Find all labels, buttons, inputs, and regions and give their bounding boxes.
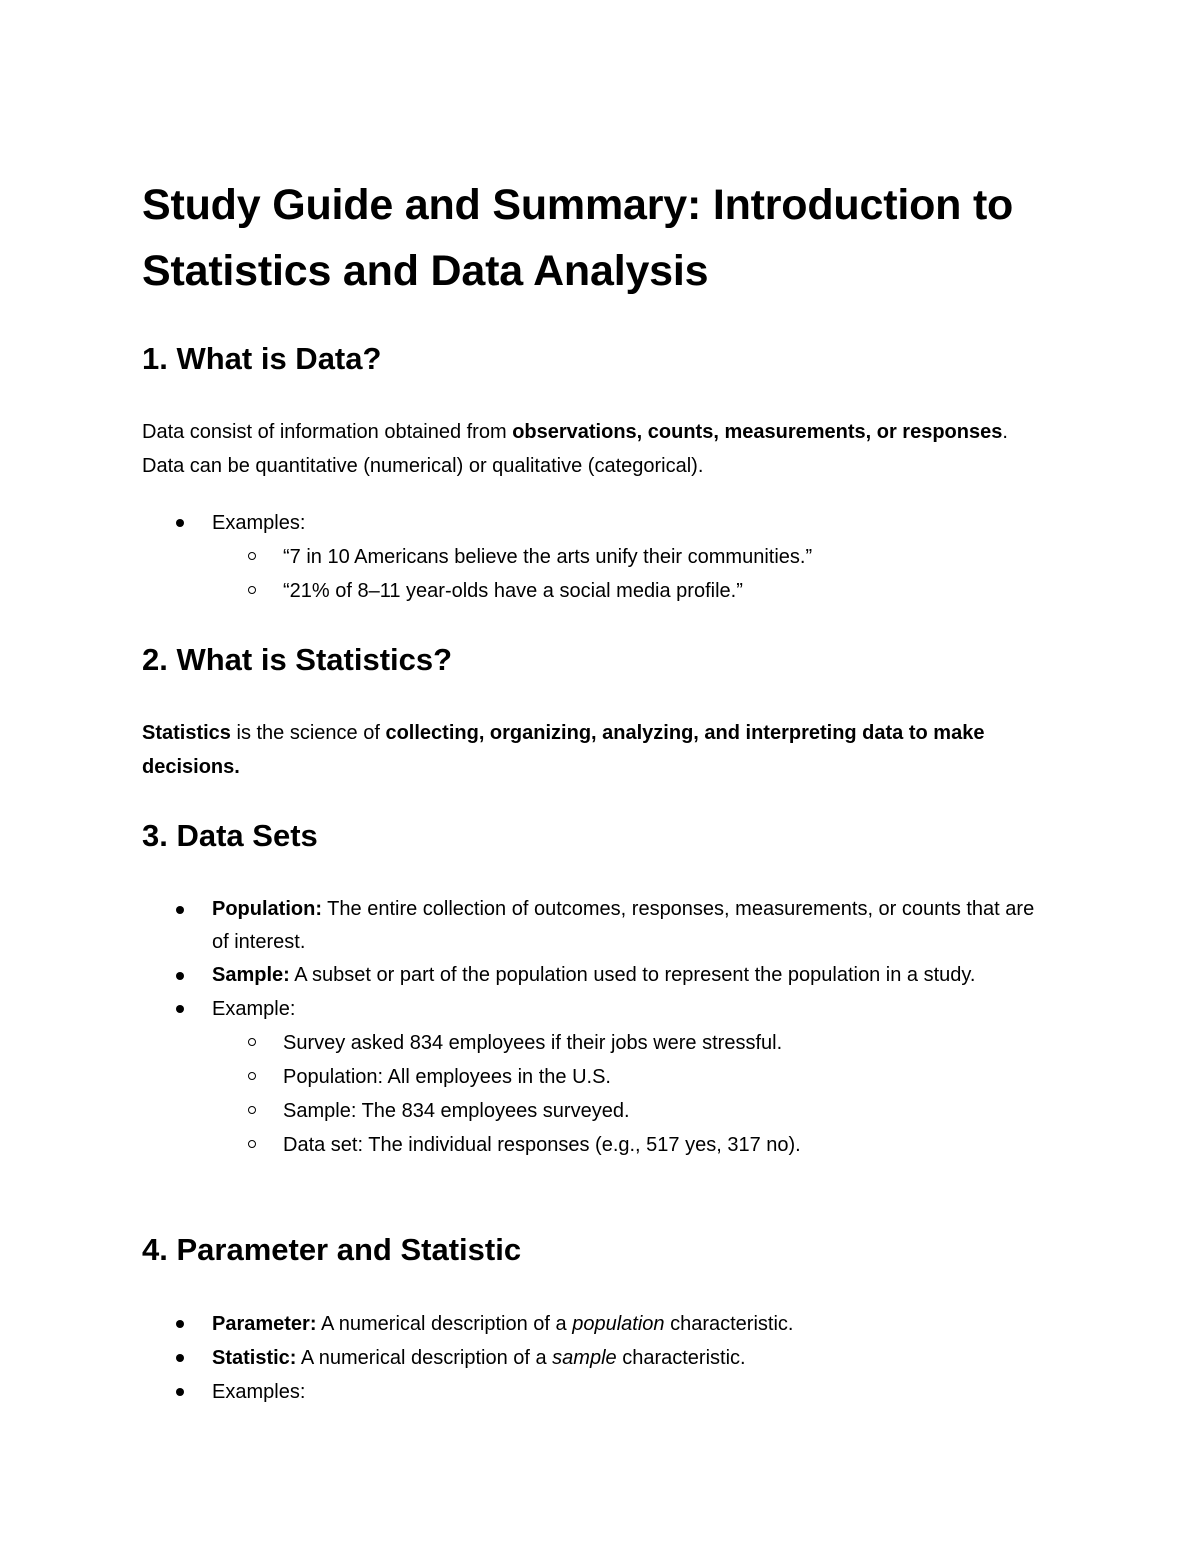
term-label: Parameter: xyxy=(212,1313,317,1335)
data-sets-list xyxy=(142,893,1042,1162)
term-label: Statistic: xyxy=(212,1347,297,1369)
page-title: Study Guide and Summary: Introduction to Statistics and Data Analysis xyxy=(142,181,1014,295)
term-text: A subset or part of the population used to represent the population in a study. xyxy=(289,964,976,986)
sub-list-item: Population: All employees in the U.S. xyxy=(142,1060,1042,1094)
sub-list-item: Data set: The individual responses (e.g., 517 yes, 317 no). xyxy=(142,1128,1042,1162)
paragraph-text: . Data can be quantitative (numerical) or qualitative (categorical). xyxy=(142,421,1008,477)
section-paragraph-statistics xyxy=(142,716,1042,784)
sub-list-item: Survey asked 834 employees if their jobs were stressful. xyxy=(142,1026,1042,1060)
term-text: A numerical description of a xyxy=(316,1313,573,1335)
term-label: Population: xyxy=(212,898,322,920)
examples-list xyxy=(142,506,1042,608)
list-item: Example: xyxy=(142,992,1042,1026)
term-text: A numerical description of a xyxy=(296,1347,553,1369)
list-item-parameter xyxy=(142,1307,1042,1341)
section-heading-parameter-statistic: 4. Parameter and Statistic xyxy=(142,1232,522,1267)
paragraph-bold: collecting, organizing, analyzing, and interpreting data to make decisions. xyxy=(142,722,985,778)
list-item-population xyxy=(142,893,1042,959)
section-heading-what-is-statistics: 2. What is Statistics? xyxy=(142,642,453,677)
term-text: The entire collection of outcomes, responses, measurements, or counts that are of interest. xyxy=(212,898,1035,953)
paragraph-text: is the science of xyxy=(230,722,386,744)
paragraph-bold: observations, counts, measurements, or responses xyxy=(512,421,1003,443)
sub-list-item: “21% of 8–11 year-olds have a social media profile.” xyxy=(142,574,1042,608)
list-item-sample xyxy=(142,959,1042,992)
paragraph-bold: Statistics xyxy=(142,722,231,744)
term-emphasis: population xyxy=(572,1313,665,1335)
paragraph-text: Data consist of information obtained from xyxy=(142,421,513,443)
sub-list-item: “7 in 10 Americans believe the arts unify their communities.” xyxy=(142,540,1042,574)
parameter-list xyxy=(142,1307,1042,1409)
list-item: Examples: xyxy=(142,1375,1042,1409)
section-heading-data-sets: 3. Data Sets xyxy=(142,818,318,853)
section-heading-what-is-data: 1. What is Data? xyxy=(142,341,382,376)
term-label: Sample: xyxy=(212,964,290,986)
term-emphasis: sample xyxy=(552,1347,617,1369)
term-text: characteristic. xyxy=(616,1347,746,1369)
term-text: characteristic. xyxy=(664,1313,794,1335)
sub-list-item: Sample: The 834 employees surveyed. xyxy=(142,1094,1042,1128)
section-paragraph-data xyxy=(142,415,1042,483)
list-item-statistic xyxy=(142,1341,1042,1375)
list-item: Examples: xyxy=(142,506,1042,540)
